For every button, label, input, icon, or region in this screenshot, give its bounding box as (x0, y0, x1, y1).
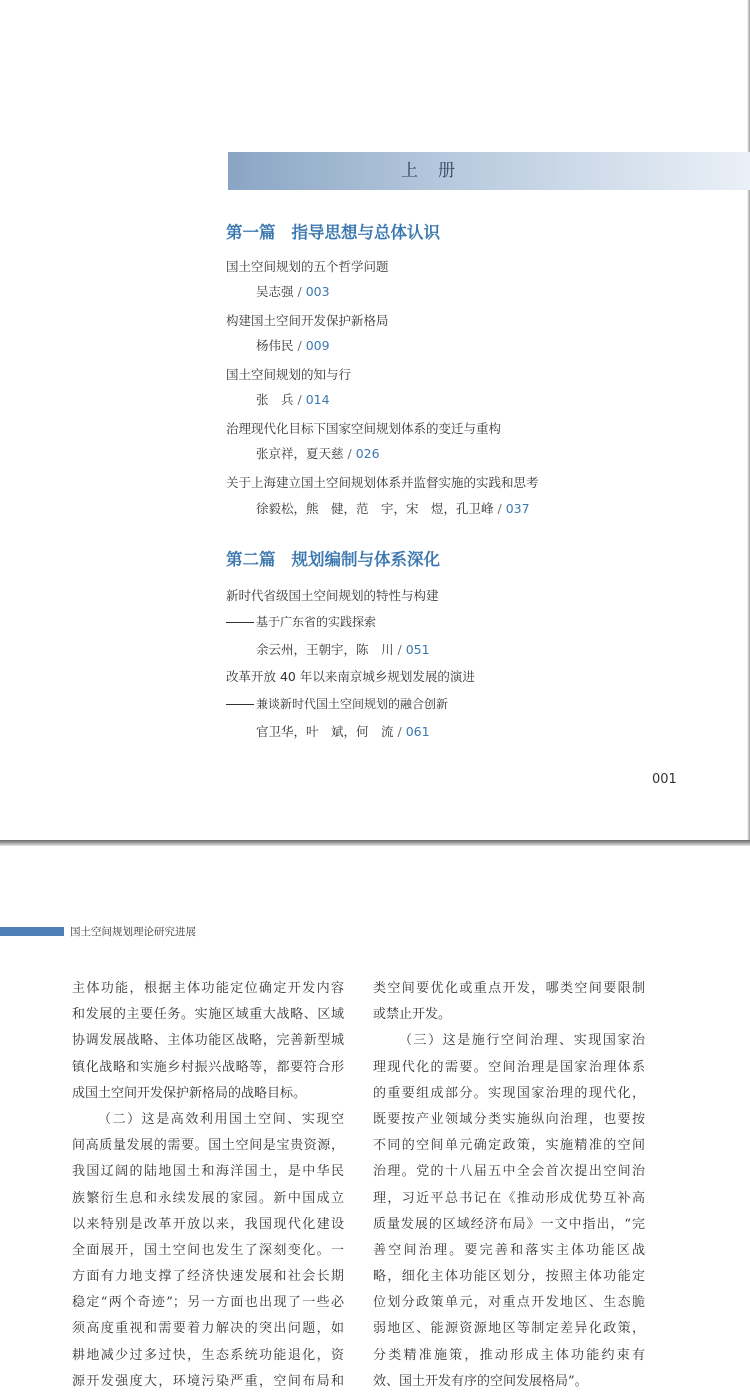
text-line: 稳定“两个奇迹”；另一方面也出现了一些必 (72, 1295, 344, 1311)
text-line: 方面有力地支撑了经济快速发展和社会长期 (72, 1269, 344, 1285)
author-names: 余云州，王朝宇，陈 川 (256, 642, 394, 657)
toc-entry-title[interactable]: 关于上海建立国土空间规划体系并监督实施的实践和思考 (226, 475, 539, 490)
text-line: 协调发展战略、主体功能区战略，完善新型城 (72, 1033, 344, 1049)
text-line: 我国辽阔的陆地国土和海洋国土，是中华民 (72, 1164, 344, 1180)
text-line: 效、国土开发有序的空间发展格局”。 (373, 1373, 588, 1389)
part-1-title (226, 219, 440, 243)
text-line: 须高度重视和需要着力解决的突出问题，如 (72, 1321, 344, 1337)
text-line: 源开发强度大，环境污染严重，空间布局和 (72, 1373, 344, 1389)
text-line: 族繁衍生息和永续发展的家园。新中国成立 (72, 1190, 344, 1206)
text-column-left (72, 976, 344, 1395)
toc-entry-title[interactable]: 治理现代化目标下国家空间规划体系的变迁与重构 (226, 421, 502, 436)
text-line: 治理。党的十八届五中全会首次提出空间治 (373, 1164, 645, 1180)
text-line: 善空间治理。要完善和落实主体功能区战 (373, 1242, 645, 1258)
page-folio: 001 (652, 772, 677, 787)
part-2-number: 第二篇 (226, 550, 276, 569)
em-dash (226, 622, 254, 623)
page-number: 061 (405, 724, 430, 739)
text-line: 类空间要优化或重点开发，哪类空间要限制 (373, 981, 645, 996)
toc-entry-author[interactable]: 徐毅松，熊 健，范 宇，宋 煜，孔卫峰 / 037 (256, 501, 530, 516)
text-column-right (373, 976, 645, 1395)
text-line: 既要按产业领域分类实施纵向治理，也要按 (373, 1111, 645, 1127)
toc-entry-subtitle (226, 613, 376, 630)
text-line: 镇化战略和实施乡村振兴战略等，都要符合形 (72, 1059, 344, 1075)
page-number: 014 (305, 392, 330, 407)
toc-entry-author[interactable]: 官卫华，叶 斌，何 流 / 061 (256, 724, 430, 739)
author-names: 吴志强 (256, 284, 294, 299)
part-1-number: 第一篇 (226, 223, 276, 242)
text-line: 全面展开，国土空间也发生了深刻变化。一 (72, 1242, 344, 1258)
toc-entry-title[interactable]: 国土空间规划的五个哲学问题 (226, 259, 389, 274)
subtitle-text: 基于广东省的实践探索 (256, 615, 377, 629)
page-bottom-shadow (0, 840, 750, 846)
text-line: 分类精准施策，推动形成主体功能约束有 (373, 1347, 645, 1363)
section-banner-title: 上册 (401, 161, 475, 181)
text-line: 和发展的主要任务。实施区域重大战略、区域 (72, 1007, 344, 1023)
text-line: （三）这是施行空间治理、实现国家治 (399, 1033, 645, 1049)
text-line: 位划分政策单元，对重点开发地区、生态脆 (373, 1295, 645, 1311)
text-line: 或禁止开发。 (373, 1007, 452, 1023)
author-names: 张京祥，夏天慈 (256, 446, 344, 461)
page-number: 009 (305, 338, 330, 353)
text-line: 成国土空间开发保护新格局的战略目标。 (72, 1085, 307, 1101)
toc-entry-title[interactable]: 新时代省级国土空间规划的特性与构建 (226, 588, 439, 603)
toc-entry-title[interactable]: 构建国土空间开发保护新格局 (226, 313, 389, 328)
text-line: 略，细化主体功能区划分，按照主体功能定 (373, 1269, 645, 1285)
text-line: （二）这是高效利用国土空间、实现空 (98, 1111, 344, 1127)
text-line: 理，习近平总书记在《推动形成优势互补高 (373, 1190, 645, 1206)
running-head-bar (0, 927, 64, 936)
text-line: 理现代化的需要。空间治理是国家治理体系 (373, 1059, 645, 1075)
toc-entry-subtitle (226, 695, 448, 712)
toc-entry-author[interactable]: 杨伟民 / 009 (256, 338, 330, 353)
page-number: 003 (305, 284, 330, 299)
text-line: 不同的空间单元确定政策，实施精准的空间 (373, 1138, 645, 1154)
toc-entry-author[interactable]: 张 兵 / 014 (256, 392, 330, 407)
author-names: 徐毅松，熊 健，范 宇，宋 煜，孔卫峰 (256, 501, 494, 516)
toc-entry-author[interactable]: 余云州，王朝宇，陈 川 / 051 (256, 642, 430, 657)
page-number: 026 (355, 446, 380, 461)
running-head: 国土空间规划理论研究进展 (70, 926, 196, 938)
toc-entry-title[interactable]: 改革开放 40 年以来南京城乡规划发展的演进 (226, 669, 475, 684)
subtitle-text: 兼谈新时代国土空间规划的融合创新 (256, 697, 449, 711)
em-dash (226, 704, 254, 705)
text-line: 主体功能，根据主体功能定位确定开发内容 (72, 981, 344, 996)
part-2-name: 规划编制与体系深化 (291, 550, 440, 569)
text-line: 的重要组成部分。实现国家治理的现代化， (373, 1085, 645, 1101)
toc-entry-author[interactable]: 张京祥，夏天慈 / 026 (256, 446, 380, 461)
text-line: 耕地减少过多过快，生态系统功能退化，资 (72, 1347, 344, 1363)
text-line: 以来特别是改革开放以来，我国现代化建设 (72, 1216, 344, 1232)
text-line: 弱地区、能源资源地区等制定差异化政策， (373, 1321, 645, 1337)
part-1-name: 指导思想与总体认识 (291, 223, 440, 242)
toc-entry-author[interactable]: 吴志强 / 003 (256, 284, 330, 299)
author-names: 官卫华，叶 斌，何 流 (256, 724, 394, 739)
author-names: 张 兵 (256, 392, 294, 407)
text-line: 质量发展的区域经济布局》一文中指出，“完 (373, 1216, 645, 1232)
text-line: 间高质量发展的需要。国土空间是宝贵资源， (72, 1138, 344, 1154)
author-names: 杨伟民 (256, 338, 294, 353)
toc-entry-title[interactable]: 国土空间规划的知与行 (226, 367, 352, 382)
part-2-title (226, 546, 440, 570)
page-number: 037 (505, 501, 530, 516)
page-number: 051 (405, 642, 430, 657)
